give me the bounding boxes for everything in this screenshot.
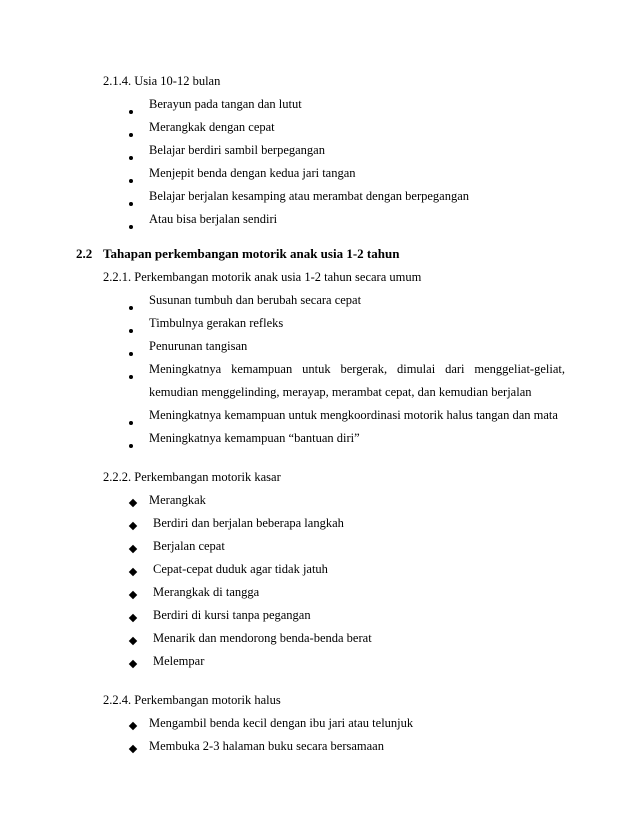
list-item: Menjepit benda dengan kedua jari tangan — [149, 166, 356, 180]
bullet-dot — [129, 436, 133, 452]
diamond-bullet-icon — [130, 655, 136, 671]
bullet-dot — [129, 413, 133, 429]
list-item: Meningkatnya kemampuan “bantuan diri” — [149, 431, 360, 445]
bullet-dot — [129, 194, 133, 210]
bullet-dot — [129, 321, 133, 337]
bullet-dot — [129, 125, 133, 141]
list-item: Merangkak dengan cepat — [149, 120, 275, 134]
bullet-dot — [129, 148, 133, 164]
subsection-title-2-2-2: 2.2.2. Perkembangan motorik kasar — [103, 470, 281, 484]
list-item: Berdiri di kursi tanpa pegangan — [153, 608, 311, 622]
list-item: Belajar berdiri sambil berpegangan — [149, 143, 325, 157]
list-item-continuation: kemudian menggelinding, merayap, merambat cepat, dan kemudian berjalan — [149, 385, 532, 399]
bullet-dot — [129, 344, 133, 360]
list-item: Cepat-cepat duduk agar tidak jatuh — [153, 562, 328, 576]
section-title-2-2: Tahapan perkembangan motorik anak usia 1-2 tahun — [103, 246, 400, 261]
list-item: Membuka 2-3 halaman buku secara bersamaan — [149, 739, 384, 753]
list-item: Melempar — [153, 654, 205, 668]
diamond-bullet-icon — [130, 717, 136, 733]
list-item: Timbulnya gerakan refleks — [149, 316, 284, 330]
diamond-bullet-icon — [130, 632, 136, 648]
list-item: Berjalan cepat — [153, 539, 225, 553]
diamond-bullet-icon — [130, 740, 136, 756]
subsection-title-2-2-1: 2.2.1. Perkembangan motorik anak usia 1-2 tahun secara umum — [103, 270, 422, 284]
list-item: Merangkak di tangga — [153, 585, 260, 599]
diamond-bullet-icon — [130, 586, 136, 602]
diamond-bullet-icon — [130, 609, 136, 625]
list-item: Atau bisa berjalan sendiri — [149, 212, 278, 226]
subsection-title-2-1-4: 2.1.4. Usia 10-12 bulan — [103, 74, 221, 88]
list-item: Menarik dan mendorong benda-benda berat — [153, 631, 372, 645]
list-item: Belajar berjalan kesamping atau merambat dengan berpegangan — [149, 189, 469, 203]
bullet-dot — [129, 171, 133, 187]
list-item: Berdiri dan berjalan beberapa langkah — [153, 516, 344, 530]
bullet-dot — [129, 217, 133, 233]
list-item: Penurunan tangisan — [149, 339, 248, 353]
bullet-dot — [129, 298, 133, 314]
list-item: Mengambil benda kecil dengan ibu jari atau telunjuk — [149, 716, 414, 730]
subsection-title-2-2-4: 2.2.4. Perkembangan motorik halus — [103, 693, 281, 707]
diamond-bullet-icon — [130, 540, 136, 556]
bullet-dot — [129, 102, 133, 118]
list-item: Berayun pada tangan dan lutut — [149, 97, 302, 111]
diamond-bullet-icon — [130, 517, 136, 533]
bullet-dot — [129, 367, 133, 383]
list-item: Merangkak — [149, 493, 206, 507]
list-item: Susunan tumbuh dan berubah secara cepat — [149, 293, 362, 307]
diamond-bullet-icon — [130, 563, 136, 579]
diamond-bullet-icon — [130, 494, 136, 510]
section-number-2-2: 2.2 — [76, 246, 93, 261]
list-item-justified: Meningkatnya kemampuan untuk bergerak, dimulai dari menggeliat-geliat, — [149, 362, 565, 376]
list-item: Meningkatnya kemampuan untuk mengkoordinasi motorik halus tangan dan mata — [149, 408, 558, 422]
